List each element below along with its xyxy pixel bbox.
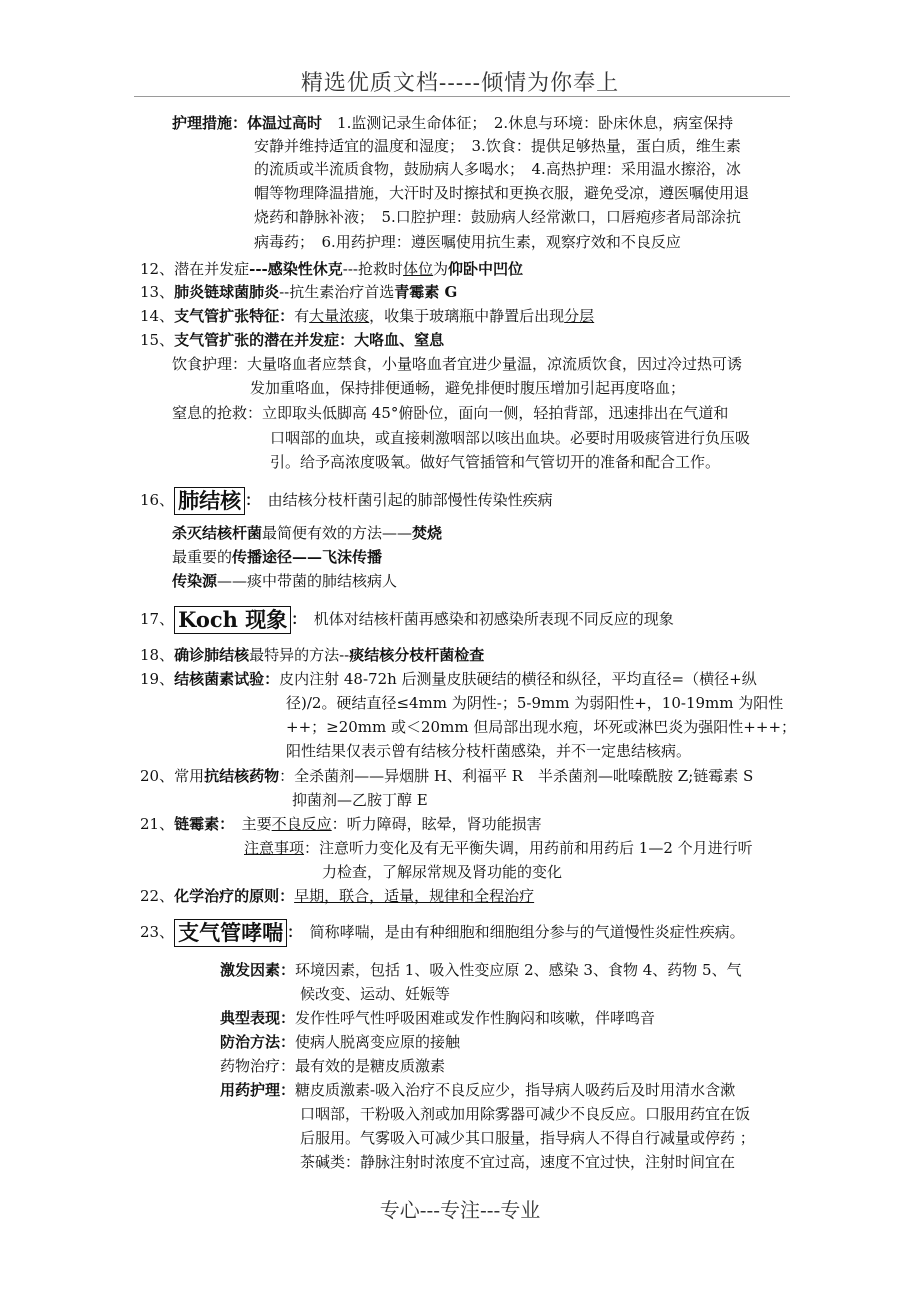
rescue-text-3: 引。给予高浓度吸氧。做好气管插管和气管切开的准备和配合工作。 [270,453,721,471]
trigger-label: 激发因素： [220,961,296,979]
item-16-def: 由结核分枝杆菌引起的肺部慢性传染性疾病 [267,491,553,509]
med-care-label: 用药护理： [220,1081,296,1099]
item-14 [140,306,594,326]
item-18 [140,645,484,665]
drug-line [220,1056,445,1076]
nursing-line-1 [172,113,733,133]
tb-route-a: 最重要的 [172,548,233,566]
item-22 [140,886,534,906]
tb-source-line [172,571,397,591]
item-14-d: ，收集于玻璃瓶中静置后出现 [369,307,565,325]
item-22-b: 早期，联合，适量，规律和全程治疗 [294,887,535,905]
item-21-b: 主要 [241,815,272,833]
symptom-text: 发作性呼气性呼吸困难或发作性胸闷和咳嗽，伴哮鸣音 [295,1009,656,1027]
item-19-text-3: ++；≥20mm 或＜20mm 但局部出现水疱，坏死或淋巴炎为强阳性+++； [286,718,797,736]
tb-kill-a: 杀灭结核杆菌 [172,524,263,542]
tb-kill-line [172,523,442,543]
page-header: 精选优质文档-----倾情为你奉上 [300,71,620,96]
diet-label: 饮食护理： [172,355,248,373]
item-number: 19、 [140,670,175,688]
item-23 [140,918,745,947]
term-box: 支气管哮喘 [174,919,287,947]
item-14-b: 有 [294,307,310,325]
item-21-e: 注意事项 [244,839,305,857]
rescue-text-1: 立即取头低脚高 45°俯卧位，面向一侧，轻拍背部，迅速排出在气道和 [262,404,729,422]
term-box: Koch 现象 [174,606,291,634]
trigger-text-1: 环境因素，包括 1、吸入性变应原 2、感染 3、食物 4、药物 5、气 [295,961,742,979]
item-19-a: 结核菌素试验： [174,670,280,688]
item-20-c: ：全杀菌剂——异烟肼 H、利福平 R 半杀菌剂—吡嗪酰胺 Z;链霉素 S [279,767,754,785]
item-19-text-2: 径)/2。硬结直径≤4mm 为阴性-；5-9mm 为弱阳性+，10-19mm 为阳性 [286,694,784,712]
nursing-text-1: 1.监测记录生命体征； 2.休息与环境：卧床休息，病室保持 [337,114,734,132]
item-number: 13、 [140,283,175,301]
item-14-a: 支气管扩张特征： [174,307,295,325]
item-21 [140,814,542,834]
item-14-e: 分层 [564,307,595,325]
tb-source-b: ——痰中带菌的肺结核病人 [217,572,398,590]
tb-route-line [172,547,382,567]
item-21-d: ：听力障碍，眩晕，肾功能损害 [331,815,542,833]
item-21-c: 不良反应 [271,815,332,833]
diet-text-1: 大量咯血者应禁食，小量咯血者宜进少量温，凉流质饮食，因过冷过热可诱 [247,355,743,373]
drug-text: 最有效的是糖皮质激素 [295,1057,446,1075]
item-12-f: 仰卧中凹位 [448,260,524,278]
nursing-text-6: 病毒药； 6.用药护理：遵医嘱使用抗生素，观察疗效和不良反应 [254,233,681,251]
item-17 [140,605,674,634]
item-19-text-1: 皮内注射 48-72h 后测量皮肤硬结的横径和纵径，平均直径=（横径+纵 [279,670,757,688]
item-18-b: 最特异的方法-- [249,646,350,664]
trigger-line-1 [220,960,742,980]
med-care-text-4: 茶碱类：静脉注射时浓度不宜过高，速度不宜过快，注射时间宜在 [300,1153,736,1171]
term-colon: ： [291,610,299,628]
header-divider [134,96,790,97]
tb-source-a: 传染源 [172,572,218,590]
item-19-text-4: 阳性结果仅表示曾有结核分枝杆菌感染，并不一定患结核病。 [286,742,692,760]
term-colon: ： [287,923,295,941]
item-number: 15、 [140,331,175,349]
nursing-label: 护理措施： [172,114,248,132]
item-18-c: 痰结核分枝杆菌检查 [349,646,485,664]
item-20-text-2: 抑菌剂—乙胺丁醇 E [292,791,428,809]
item-15-a: 支气管扩张的潜在并发症：大咯血、窒息 [174,331,445,349]
rescue-label: 窒息的抢救： [172,404,263,422]
symptom-line [220,1008,655,1028]
rescue-text-2: 口咽部的血块，或直接刺激咽部以咳出血块。必要时用吸痰管进行负压吸 [270,429,751,447]
item-number: 12、 [140,260,175,278]
med-care-text-3: 后服用。气雾吸入可减少其口服量，指导病人不得自行减量或停药 ； [300,1129,755,1147]
nursing-text-5: 烧药和静脉补液； 5.口腔护理：鼓励病人经常漱口，口唇疱疹者局部涂抗 [254,208,741,226]
diet-line-1 [172,354,742,374]
trigger-text-2: 候改变、运动、妊娠等 [300,985,451,1003]
item-13-c: 青霉素 G [394,283,458,301]
item-12-d: 体位 [403,260,434,278]
tb-kill-c: 焚烧 [412,524,443,542]
term-box: 肺结核 [174,487,245,515]
item-13 [140,282,457,302]
item-20 [140,766,753,786]
item-number: 21、 [140,815,175,833]
rescue-line-1 [172,403,728,423]
drug-label: 药物治疗： [220,1057,296,1075]
med-care-text-1: 糖皮质激素-吸入治疗不良反应少，指导病人吸药后及时用清水含漱 [295,1081,736,1099]
item-number: 16、 [140,491,175,509]
prevention-line [220,1032,460,1052]
item-16 [140,486,553,515]
prevention-label: 防治方法： [220,1033,296,1051]
med-care-text-2: 口咽部，干粉吸入剂或加用除雾器可减少不良反应。口服用药宜在饭 [300,1105,751,1123]
tb-route-b: 传播途径——飞沫传播 [232,548,383,566]
item-21-line-2 [244,838,753,858]
item-20-b: 抗结核药物 [204,767,280,785]
item-22-a: 化学治疗的原则： [174,887,295,905]
nursing-text-3: 的流质或半流质食物，鼓励病人多喝水； 4.高热护理：采用温水擦浴，冰 [254,160,741,178]
nursing-text-4: 帽等物理降温措施，大汗时及时擦拭和更换衣服，避免受凉，遵医嘱使用退 [254,184,750,202]
item-23-def: 简称哮喘，是由有种细胞和细胞组分参与的气道慢性炎症性疾病。 [309,923,745,941]
page-footer: 专心---专注---专业 [379,1198,541,1222]
item-12-c: ---抢救时 [342,260,404,278]
diet-text-2: 发加重咯血，保持排便通畅，避免排便时腹压增加引起再度咯血； [250,379,686,397]
nursing-text-2: 安静并维持适宜的温度和湿度； 3.饮食：提供足够热量，蛋白质，维生素 [254,137,741,155]
med-care-line-1 [220,1080,735,1100]
item-19 [140,669,757,689]
item-12-b: ---感染性休克 [249,260,343,278]
tb-kill-b: 最简便有效的方法—— [262,524,413,542]
item-12-e: 为 [433,260,449,278]
item-number: 14、 [140,307,175,325]
item-18-a: 确诊肺结核 [174,646,250,664]
item-12 [140,259,523,279]
item-number: 18、 [140,646,175,664]
item-number: 20、 [140,767,175,785]
item-13-b: --抗生素治疗首选 [279,283,395,301]
item-21-a: 链霉素： [174,815,227,833]
item-number: 22、 [140,887,175,905]
prevention-text: 使病人脱离变应原的接触 [295,1033,461,1051]
item-number: 17、 [140,610,175,628]
item-20-a: 常用 [174,767,205,785]
term-colon: ： [245,491,253,509]
nursing-sub: 体温过高时 [247,114,323,132]
item-15 [140,330,444,350]
item-14-c: 大量浓痰 [309,307,370,325]
item-number: 23、 [140,923,175,941]
item-17-def: 机体对结核杆菌再感染和初感染所表现不同反应的现象 [313,610,674,628]
item-12-a: 潜在并发症 [174,260,250,278]
symptom-label: 典型表现： [220,1009,296,1027]
item-21-g: 力检查，了解尿常规及肾功能的变化 [322,863,563,881]
item-13-a: 肺炎链球菌肺炎 [174,283,280,301]
item-21-f: ：注意听力变化及有无平衡失调，用药前和用药后 1—2 个月进行听 [304,839,753,857]
